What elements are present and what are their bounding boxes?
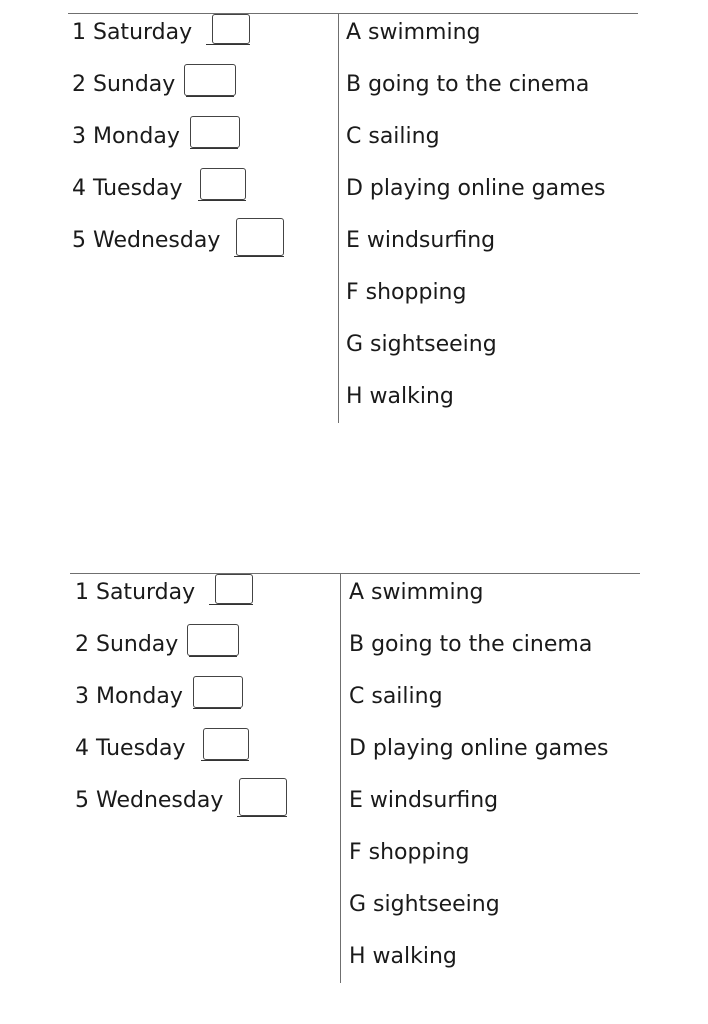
activity-row (346, 326, 646, 378)
day-label: 3 Monday (72, 124, 180, 149)
answer-blank (193, 708, 241, 709)
day-row (72, 170, 332, 222)
day-label: 3 Monday (75, 684, 183, 709)
activity-label: E windsurfing (346, 228, 496, 253)
activity-row (346, 118, 646, 170)
day-row (72, 118, 332, 170)
activity-label: H walking (346, 384, 454, 409)
answer-box[interactable] (239, 778, 287, 816)
day-row (72, 222, 332, 274)
days-column (72, 14, 332, 274)
activity-label: D playing online games (349, 736, 609, 761)
activity-label: B going to the cinema (349, 632, 593, 657)
matching-worksheet-1 (0, 0, 708, 420)
answer-box[interactable] (190, 116, 240, 148)
day-row (75, 574, 335, 626)
answer-box[interactable] (203, 728, 249, 760)
activity-row (349, 886, 649, 938)
day-row (75, 626, 335, 678)
days-column (75, 574, 335, 834)
answer-box[interactable] (215, 574, 253, 604)
column-divider (338, 13, 339, 423)
day-label: 2 Sunday (72, 72, 176, 97)
activity-row (346, 378, 646, 430)
activity-row (346, 66, 646, 118)
answer-blank (186, 96, 234, 97)
activity-label: G sightseeing (346, 332, 497, 357)
answer-box[interactable] (236, 218, 284, 256)
activity-label: D playing online games (346, 176, 606, 201)
activity-label: C sailing (349, 684, 443, 709)
answer-blank (190, 148, 238, 149)
activity-label: E windsurfing (349, 788, 499, 813)
column-divider (340, 573, 341, 983)
day-row (75, 678, 335, 730)
activity-label: B going to the cinema (346, 72, 590, 97)
activities-column (349, 574, 649, 990)
answer-blank (189, 656, 237, 657)
activity-label: A swimming (346, 20, 481, 45)
activity-label: F shopping (349, 840, 470, 865)
activity-row (349, 834, 649, 886)
answer-box[interactable] (212, 14, 250, 44)
answer-blank (201, 760, 249, 761)
activity-row (346, 274, 646, 326)
activity-row (349, 730, 649, 782)
day-label: 4 Tuesday (72, 176, 183, 201)
day-row (72, 66, 332, 118)
matching-worksheet-2 (0, 560, 708, 980)
activity-label: F shopping (346, 280, 467, 305)
activities-column (346, 14, 646, 430)
day-label: 5 Wednesday (75, 788, 224, 813)
day-label: 1 Saturday (72, 20, 193, 45)
day-row (75, 782, 335, 834)
answer-blank (198, 200, 246, 201)
answer-blank (206, 44, 250, 45)
day-label: 2 Sunday (75, 632, 179, 657)
day-label: 1 Saturday (75, 580, 196, 605)
activity-row (349, 574, 649, 626)
activity-label: A swimming (349, 580, 484, 605)
activity-label: G sightseeing (349, 892, 500, 917)
day-label: 5 Wednesday (72, 228, 221, 253)
activity-row (349, 782, 649, 834)
activity-row (349, 678, 649, 730)
activity-row (346, 170, 646, 222)
activity-row (349, 938, 649, 990)
answer-box[interactable] (187, 624, 239, 656)
day-row (75, 730, 335, 782)
day-label: 4 Tuesday (75, 736, 186, 761)
answer-box[interactable] (200, 168, 246, 200)
activity-label: C sailing (346, 124, 440, 149)
activity-label: H walking (349, 944, 457, 969)
activity-row (349, 626, 649, 678)
answer-blank (237, 816, 287, 817)
activity-row (346, 14, 646, 66)
activity-row (346, 222, 646, 274)
answer-box[interactable] (193, 676, 243, 708)
answer-blank (209, 604, 253, 605)
answer-box[interactable] (184, 64, 236, 96)
day-row (72, 14, 332, 66)
answer-blank (234, 256, 284, 257)
